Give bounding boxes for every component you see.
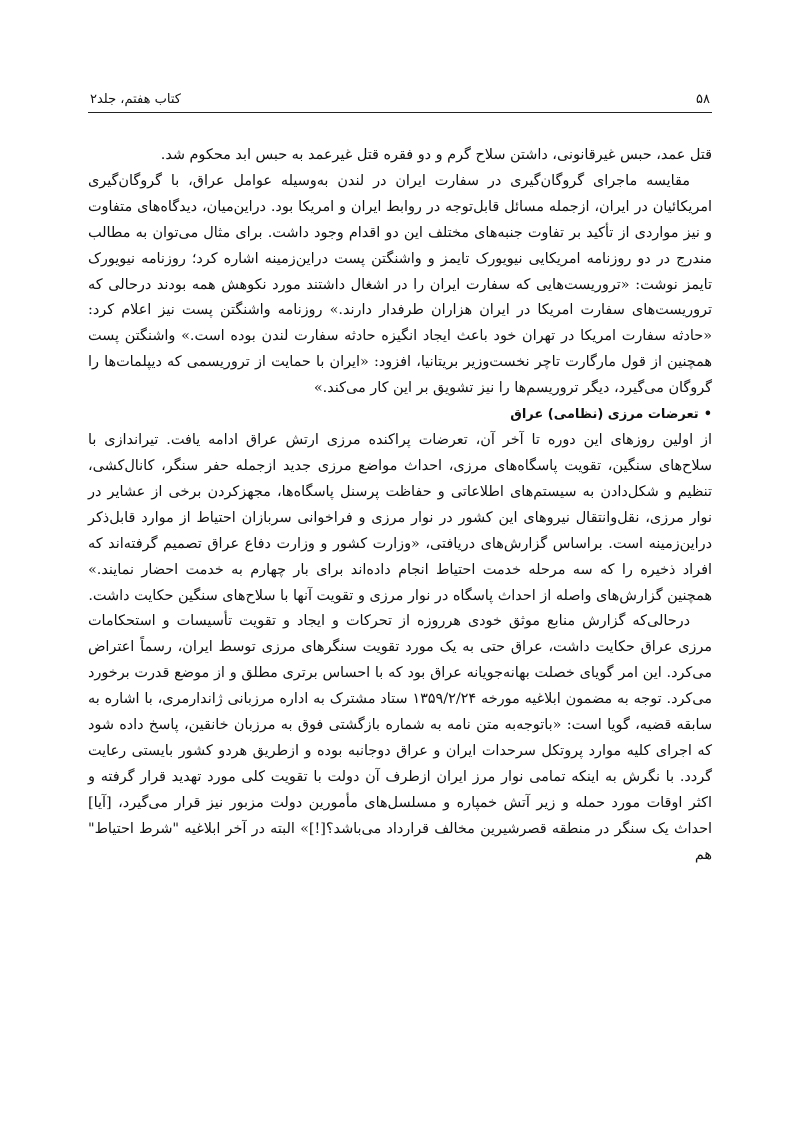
paragraph: مقایسه ماجرای گروگان‌گیری در سفارت ایران در لندن به‌وسیله عوامل عراق، با گروگان‌گیری امریکائیان در ایران، ازجمله مسائل قابل‌توجه در روابط ایران و امریکا بود. دراین‌میان، دیدگاه‌های متفاوت و نیز مواردی از تأکید بر تفاوت جنبه‌های مختلف این دو اقدام وجود داشت. برای مثال می‌توان به مطالب مندرج در دو روزنامه امریکایی نیویورک تایمز و واشنگتن پست دراین‌زمینه اشاره کرد؛ روزنامه نیویورک تایمز نوشت: «تروریست‌هایی که سفارت ایران را در اشغال داشتند مورد نکوهش همه بودند درحالی که تروریست‌های سفارت امریکا در ایران هزاران طرفدار دارند.» روزنامه واشنگتن پست نیز اعلام کرد: «حادثه سفارت امریکا در تهران خود باعث ایجاد انگیزه حادثه سفارت لندن بوده است.» واشنگتن پست همچنین از قول مارگارت تاچر نخست‌وزیر بریتانیا، افزود: «ایران با حمایت از تروریسمی که دیپلمات‌ها را گروگان می‌گیرد، دیگر تروریسم‌ها را نیز تشویق بر این کار می‌کند.»: [88, 172, 712, 397]
page-header: [88, 88, 712, 113]
paragraph: از اولین روزهای این دوره تا آخر آن، تعرضات پراکنده مرزی ارتش عراق ادامه یافت. تیراندازی با سلاح‌های سنگین، تقویت پاسگاه‌های مرزی، احداث مواضع مرزی جدید ازجمله حفر سنگر، کانال‌کشی، تنظیم و شکل‌دادن به سیستم‌های اطلاعاتی و حفاظت پرسنل پاسگاه‌ها، مجهزکردن برخی از عشایر در نوار مرزی، نقل‌وانتقال نیروهای این کشور در نوار مرزی و فراخوانی سربازان احتیاط از موارد قابل‌ذکر دراین‌زمینه است. براساس گزارش‌های دریافتی، «وزارت کشور و وزارت دفاع عراق تصمیم گرفته‌اند که افراد ذخیره را که سه مرحله خدمت احتیاط انجام داده‌اند برای بار چهارم به خدمت احضار نمایند.» همچنین گزارش‌های واصله از احداث پاسگاه در نوار مرزی و تقویت آنها با سلاح‌های سنگین حکایت داشت.: [88, 432, 712, 604]
section-heading-text: تعرضات مرزی (نظامی) عراق: [510, 407, 699, 423]
section-heading: [88, 402, 712, 428]
bullet-icon: •: [703, 407, 712, 423]
paragraph: قتل عمد، حبس غیرقانونی، داشتن سلاح گرم و دو فقره قتل غیرعمد به حبس ابد محکوم شد.: [160, 147, 712, 163]
paragraph: درحالی‌که گزارش منابع موثق خودی هرروزه از تحرکات و ایجاد و تقویت تأسیسات و استحکامات مرزی عراق حکایت داشت، عراق حتی به یک مورد تقویت سنگرهای مرزی توسط ایران، رسماً اعتراض می‌کرد. این امر گویای خصلت بهانه‌جویانه عراق بود که با احساس برتری مطلق و از موضع قدرت برخورد می‌کرد. توجه به مضمون ابلاغیه مورخه ۱۳۵۹/۲/۲۴ ستاد مشترک به اداره مرزبانی ژاندارمری، با اشاره به سابقه قضیه، گویا است: «باتوجه‌به متن نامه به شماره بازگشتی فوق به مرزبان خانقین، پاسخ داده شود که اجرای کلیه موارد پروتکل سرحدات ایران و عراق دوجانبه بوده و ازطریق هردو کشور بایستی رعایت گردد. با نگرش به اینکه تمامی نوار مرز ایران ازطرف آن دولت با تقویت کلی مورد تهدید قرار گرفته و اکثر اوقات مورد حمله و زیر آتش خمپاره و مسلسل‌های مأمورین دولت مزبور نیز قرار می‌گیرد، [آیا] احداث یک سنگر در منطقه قصرشیرین مخالف قرارداد می‌باشد؟[!]» البته در آخر ابلاغیه "شرط احتیاط" هم: [88, 613, 712, 863]
body-text: [88, 143, 712, 868]
running-title: کتاب هفتم، جلد۲: [90, 92, 181, 107]
page-number: ۵۸: [696, 92, 710, 107]
